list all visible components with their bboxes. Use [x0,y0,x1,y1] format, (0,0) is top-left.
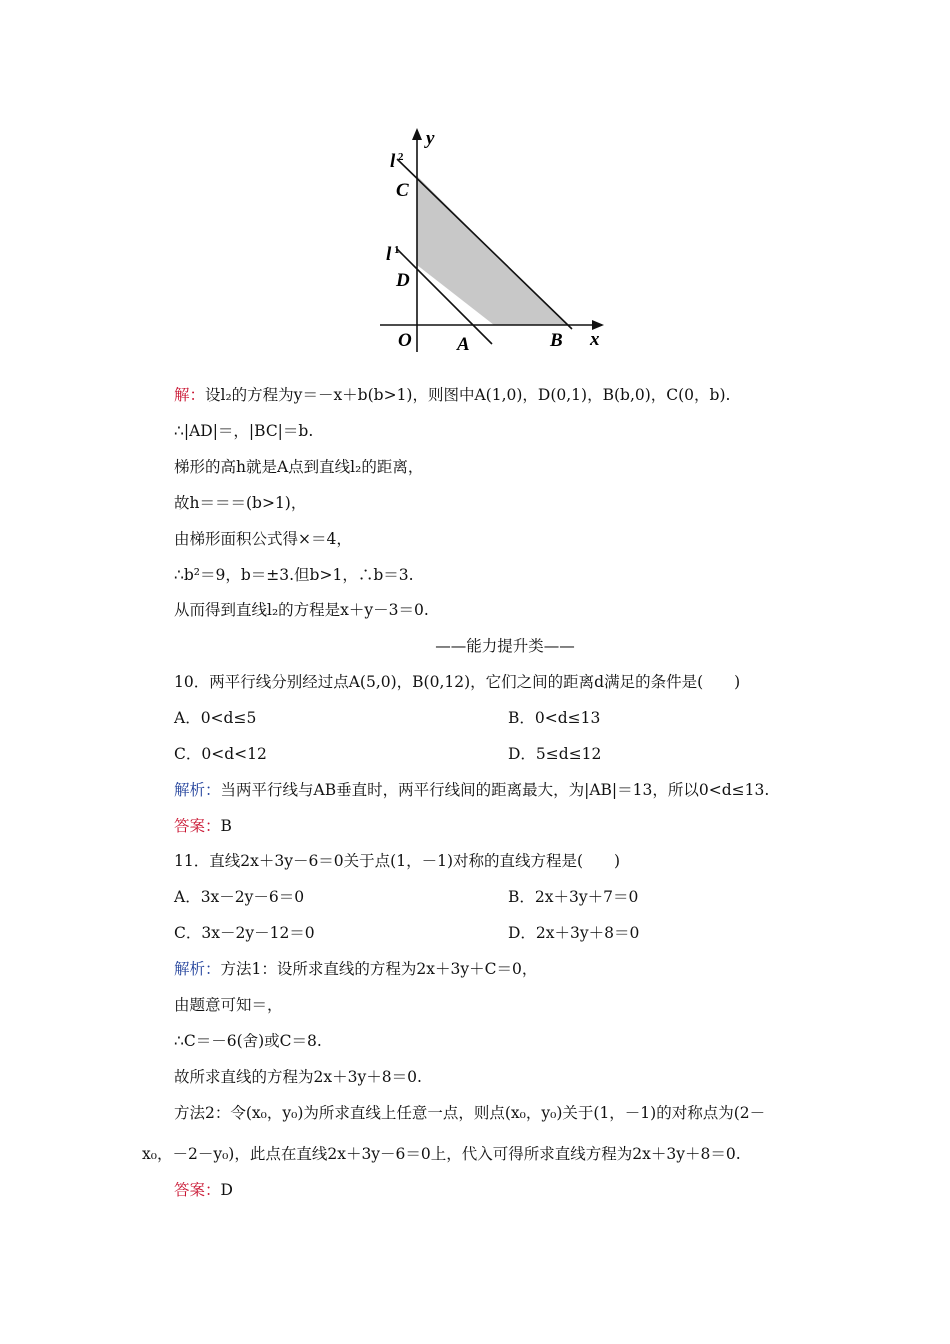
q11-analysis [174,959,537,979]
q11-step2: ∴C＝－6(舍)或C＝8. [174,1032,322,1050]
answer-label: 答案： [174,1181,221,1199]
point-c-label: C [396,180,409,201]
l1-label-sub: 1 [394,244,400,256]
q11-answer [174,1180,233,1200]
point-a-label: A [457,334,470,355]
q10-analysis-text: 当两平行线与AB垂直时，两平行线间的距离最大，为|AB|＝13，所以0<d≤13. [220,781,770,799]
q11-stem: 11．直线2x＋3y－6＝0关于点(1，－1)对称的直线方程是( ) [174,852,621,870]
q11-option-c: C．3x－2y－12＝0 [174,924,315,942]
l2-label: l [390,151,396,172]
answer-label: 答案： [174,817,221,835]
q11-method1: 方法1：设所求直线的方程为2x＋3y＋C＝0， [220,960,538,978]
analysis-label: 解析： [174,960,221,978]
q11-option-a: A．3x－2y－6＝0 [174,888,305,906]
q10-stem: 10．两平行线分别经过点A(5,0)，B(0,12)，它们之间的距离d满足的条件是( ) [174,673,741,691]
y-axis-arrow [412,128,422,140]
q11-answer-value: D [220,1181,233,1199]
q10-answer [174,816,232,836]
q11-option-b: B．2x＋3y＋7＝0 [508,888,639,906]
l2-label-sub: 2 [398,151,404,163]
coordinate-figure [370,120,620,360]
solution9-line4: 故h＝＝＝(b>1)， [174,494,307,512]
q10-option-c: C．0<d<12 [174,745,267,763]
solution-label: 解： [174,386,206,404]
q11-method2-b: x₀，－2－y₀)，此点在直线2x＋3y－6＝0上，代入可得所求直线方程为2x＋3y＋8＝0. [142,1145,741,1163]
q11-method2-a: 方法2：令(x₀，y₀)为所求直线上任意一点，则点(x₀，y₀)关于(1，－1)的对称点为(2－ [174,1104,766,1122]
solution9-line3: 梯形的高h就是A点到直线l₂的距离， [174,458,424,476]
q10-option-b: B．0<d≤13 [508,709,601,727]
q11-step3: 故所求直线的方程为2x＋3y＋8＝0. [174,1068,422,1086]
solution9-line1 [174,385,730,405]
q11-option-d: D．2x＋3y＋8＝0 [508,924,640,942]
l1-label: l [386,244,392,265]
axis-y-label: y [426,128,435,149]
solution9-line7: 从而得到直线l₂的方程是x＋y－3＝0. [174,601,429,619]
section-title: ——能力提升类—— [435,637,575,655]
q11-step1: 由题意可知＝， [174,996,283,1014]
q10-option-d: D．5≤d≤12 [508,745,602,763]
solution9-line2: ∴|AD|＝，|BC|＝b. [174,422,314,440]
solution9-line6: ∴b²＝9，b＝±3.但b>1，∴b＝3. [174,566,414,584]
point-b-label: B [550,330,563,351]
q10-analysis [174,780,769,800]
point-d-label: D [396,270,410,291]
q10-answer-value: B [220,817,232,835]
axis-x-label: x [590,329,600,350]
analysis-label: 解析： [174,781,221,799]
solution9-text1: 设l₂的方程为y＝－x＋b(b>1)，则图中A(1,0)，D(0,1)，B(b,0)，C(0，b). [205,386,731,404]
q10-option-a: A．0<d≤5 [174,709,257,727]
origin-label: O [398,330,412,351]
solution9-line5: 由梯形面积公式得×＝4， [174,530,352,548]
